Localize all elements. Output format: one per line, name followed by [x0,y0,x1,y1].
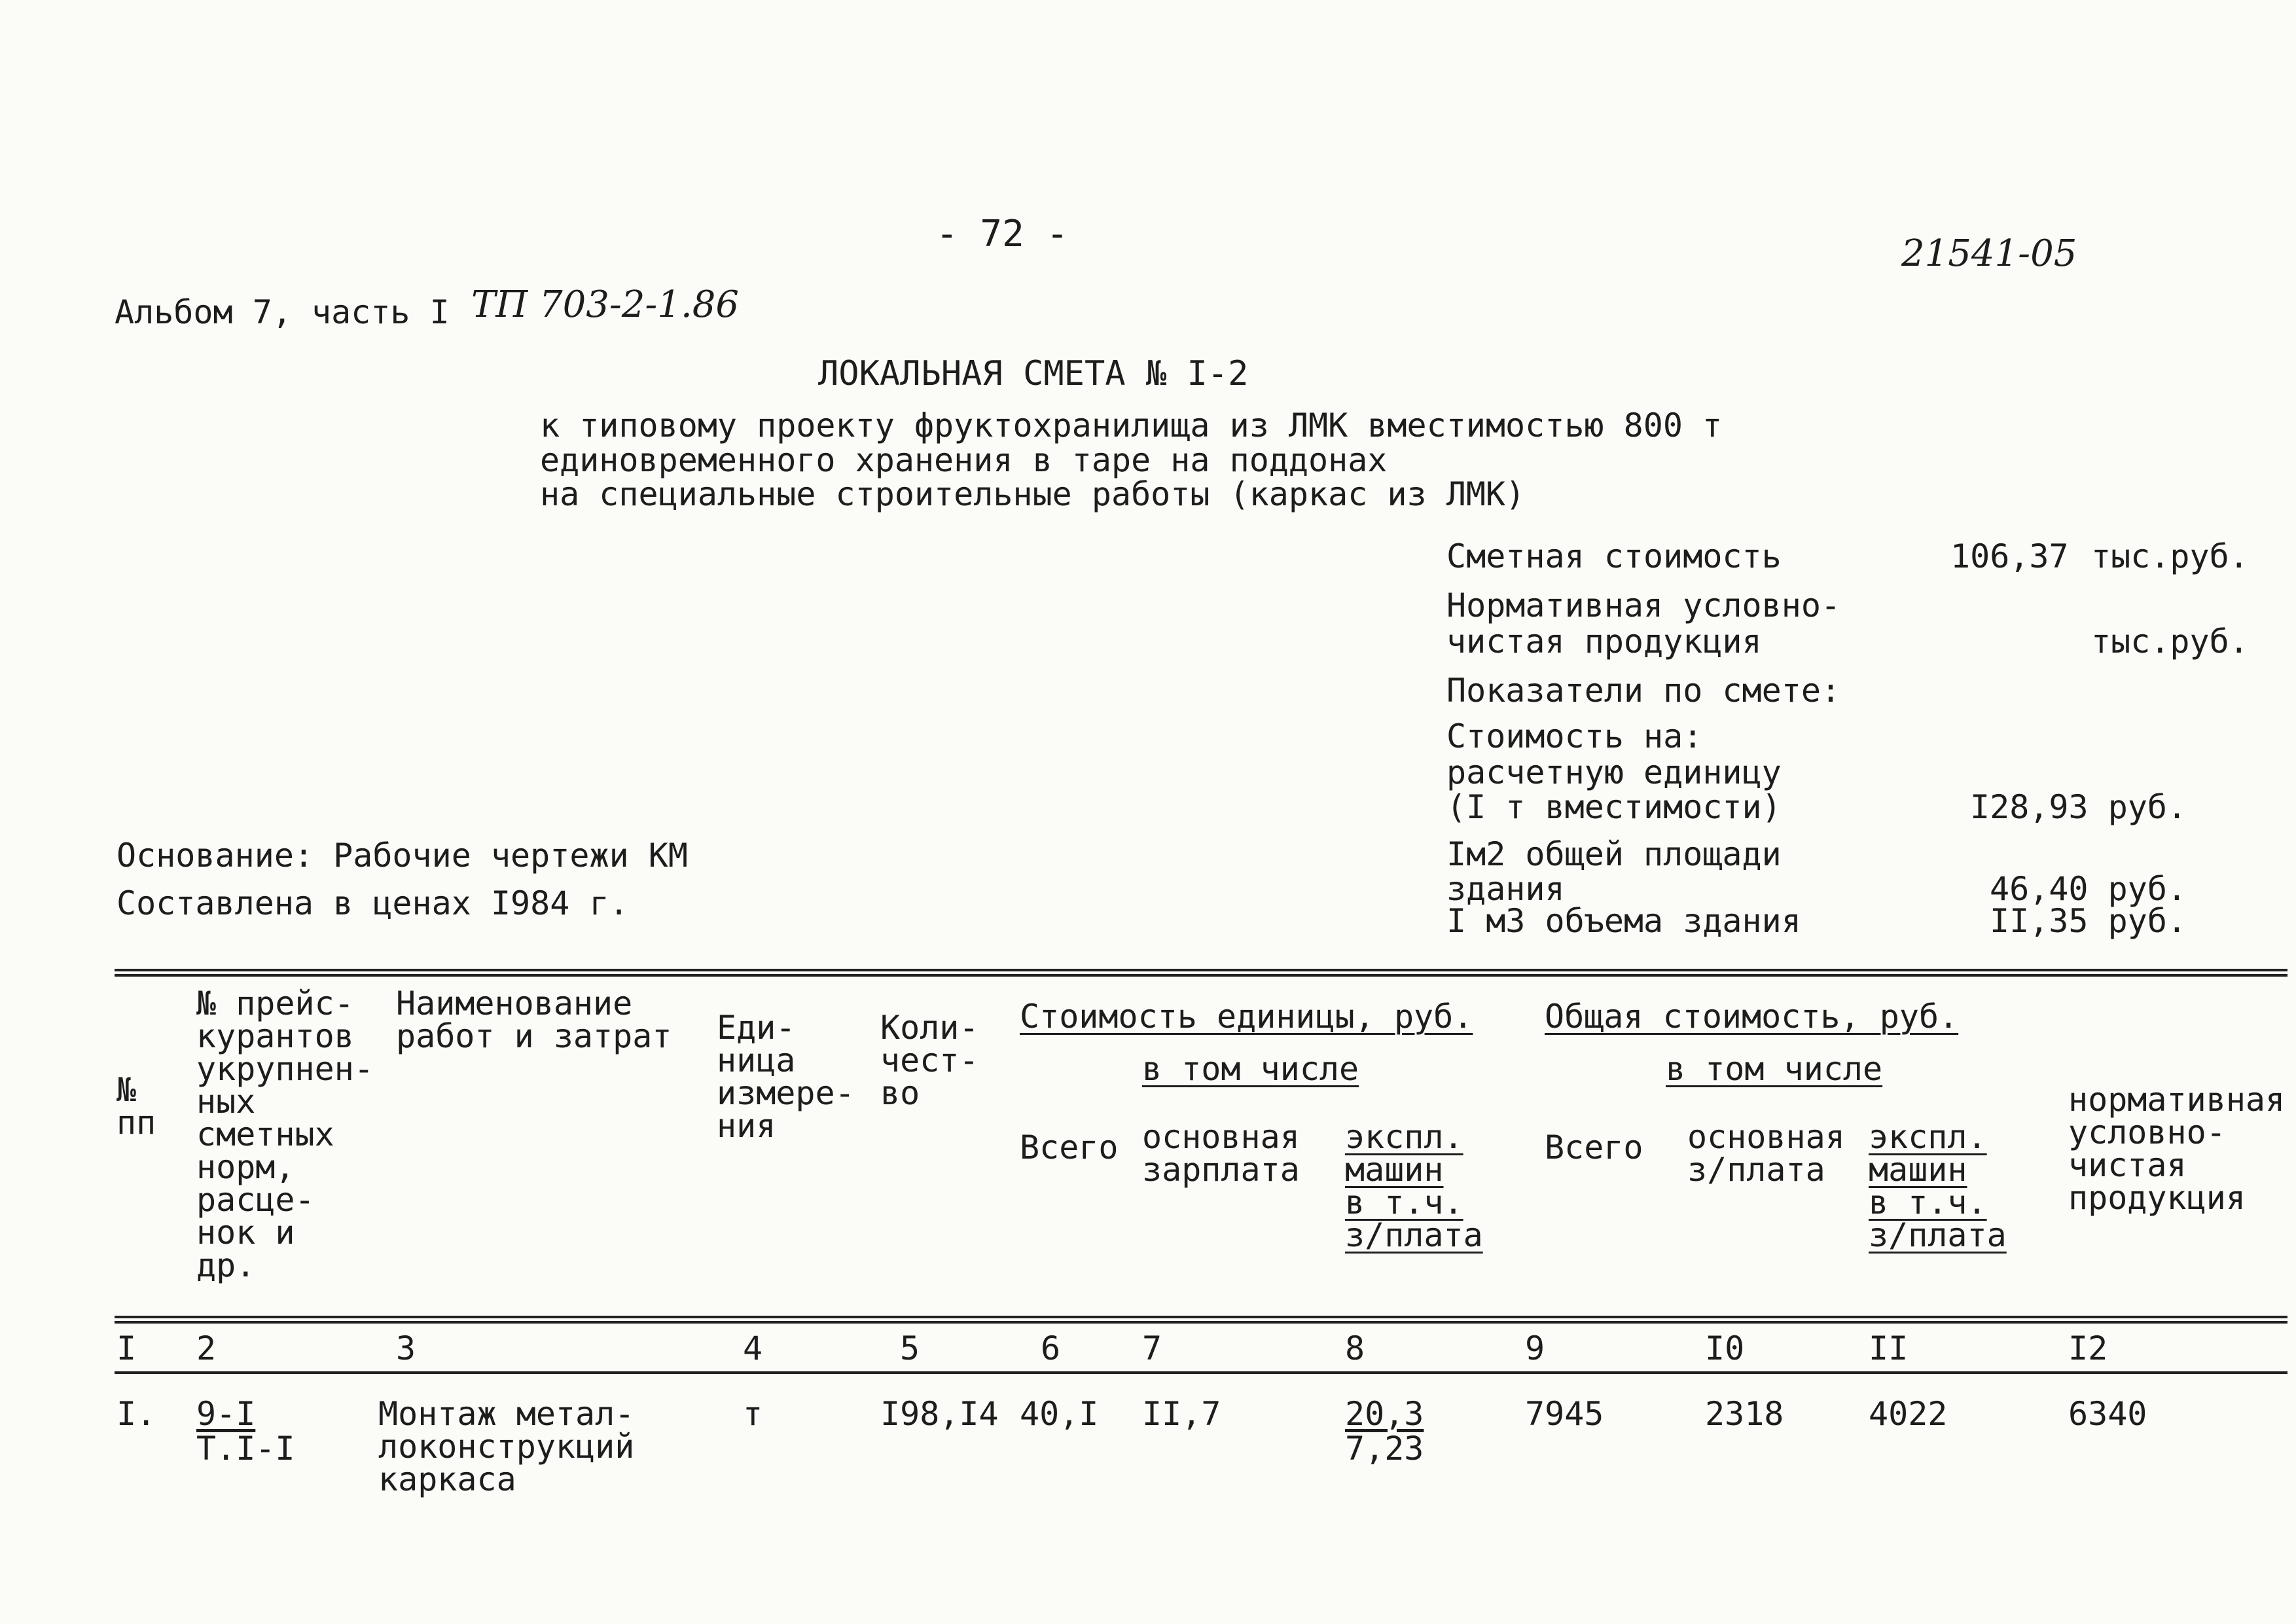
column-number: I2 [2068,1329,2108,1367]
table-top-rule [115,969,2287,971]
page-number: - 72 - [936,213,1069,255]
row-unit: т [743,1395,763,1433]
column-number: 2 [196,1329,217,1367]
project-code: ТП 703-2-1.86 [471,283,740,326]
row-unit-machine: 20,3 [1345,1395,1424,1433]
col-header-unit-machine-wage: в т.ч. з/плата [1345,1183,1483,1254]
total-cost-incl-header: в том числе [1666,1050,1883,1088]
column-number: 6 [1041,1329,1061,1367]
column-number: 8 [1345,1329,1365,1367]
column-number: 7 [1142,1329,1162,1367]
column-number: I [117,1329,137,1367]
table-top-rule-2 [115,974,2287,977]
total-cost-group-header: Общая стоимость, руб. [1545,998,1959,1036]
estimate-title-line-2: единовременного хранения в таре на поддонах [540,441,1388,479]
estimated-cost-label: Сметная стоимость [1446,537,1782,575]
column-number: 9 [1525,1329,1545,1367]
area-value: 46,40 руб. [1990,870,2187,908]
estimate-title-line-3: на специальные строительные работы (каркас из ЛМК) [540,475,1526,513]
row-code-top: 9-I [196,1395,256,1433]
album-label: Альбом 7, часть I [115,293,450,331]
column-number: 4 [743,1329,763,1367]
column-number: 3 [396,1329,416,1367]
estimated-cost-value: 106,37 [1950,537,2069,575]
column-number: II [1869,1329,1909,1367]
volume-label: I м3 объема здания [1446,902,1801,940]
col-header-number: № пп [117,1071,156,1142]
row-code-bottom: Т.I-I [196,1430,295,1468]
col-header-npr: нормативная условно- чистая продукция [2068,1081,2286,1217]
col-header-total-wage: основная з/плата [1687,1118,1845,1189]
row-work-name: Монтаж метал- локонструкций каркаса [378,1395,635,1498]
estimate-title-line-1: к типовому проекту фруктохранилища из ЛМК вместимостью 800 т [540,406,1723,444]
document-code: 21541-05 [1901,232,2077,275]
unit-cost-incl-header: в том числе [1142,1050,1359,1088]
col-header-total: Всего [1545,1128,1643,1166]
prices-line: Составлена в ценах I984 г. [117,884,629,922]
area-label-line-1: Iм2 общей площади [1446,835,1782,873]
col-header-unit: Еди- ница измере- ния [717,1009,855,1145]
header-bottom-rule-2 [115,1321,2287,1324]
col-header-total-machine-wage: в т.ч. з/плата [1869,1183,2007,1254]
row-npr: 6340 [2068,1395,2147,1433]
column-number: I0 [1705,1329,1745,1367]
col-header-price-list: № прейс- курантов укрупнен- ных сметных норм, расце- нок и др. [196,984,374,1284]
col-header-unit-wage: основная зарплата [1142,1118,1300,1189]
col-header-total-machine: экспл. машин [1869,1118,1987,1189]
row-quantity: I98,I4 [880,1395,999,1433]
row-total: 7945 [1525,1395,1604,1433]
row-total-machine: 4022 [1869,1395,1948,1433]
area-label-line-2: здания [1446,870,1565,908]
volume-value: II,35 руб. [1990,902,2187,940]
cost-per-label-line-3: (I т вместимости) [1446,788,1782,826]
column-number: 5 [900,1329,920,1367]
cost-per-label-line-1: Стоимость на: [1446,717,1703,755]
col-header-quantity: Коли- чест- во [880,1009,979,1112]
row-unit-total: 40,I [1020,1395,1099,1433]
col-header-work-name: Наименование работ и затрат [396,984,672,1055]
column-numbers-rule [115,1371,2287,1374]
npr-unit: тыс.руб. [2091,623,2249,660]
indicators-label: Показатели по смете: [1446,672,1841,710]
cost-per-unit-value: I28,93 руб. [1970,788,2187,826]
row-unit-wage: II,7 [1142,1395,1221,1433]
unit-cost-group-header: Стоимость единицы, руб. [1020,998,1473,1036]
npr-label-line-1: Нормативная условно- [1446,586,1841,624]
col-header-unit-machine: экспл. машин [1345,1118,1463,1189]
npr-label-line-2: чистая продукция [1446,623,1762,660]
header-bottom-rule [115,1316,2287,1318]
row-number: I. [117,1395,156,1433]
row-total-wage: 2318 [1705,1395,1784,1433]
row-unit-machine-wage: 7,23 [1345,1430,1424,1468]
cost-per-label-line-2: расчетную единицу [1446,753,1782,791]
basis-line: Основание: Рабочие чертежи КМ [117,837,688,875]
col-header-unit-total: Всего [1020,1128,1119,1166]
estimated-cost-unit: тыс.руб. [2091,537,2249,575]
estimate-heading: ЛОКАЛЬНАЯ СМЕТА № I-2 [818,354,1249,393]
